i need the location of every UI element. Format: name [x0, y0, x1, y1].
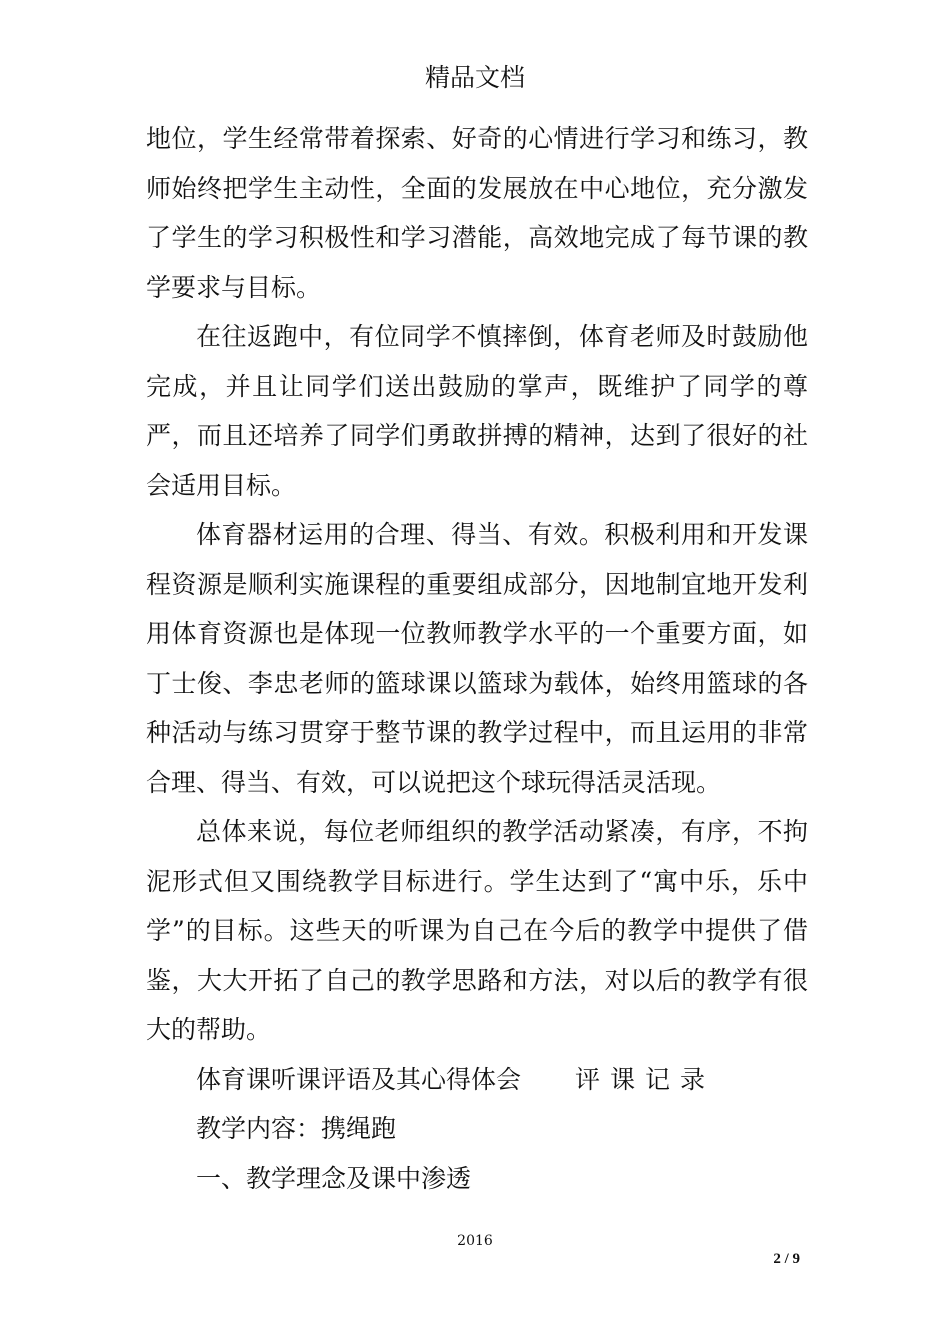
paragraph: 总体来说，每位老师组织的教学活动紧凑，有序，不拘泥形式但又围绕教学目标进行。学生达到了“寓中乐，乐中学”的目标。这些天的听课为自己在今后的教学中提供了借鉴，大大开拓了自己的教学思路和方法，对以后的教学有很大的帮助。 — [146, 817, 808, 1044]
footer-year: 2016 — [457, 1233, 493, 1249]
paragraph: 体育器材运用的合理、得当、有效。积极利用和开发课程资源是顺利实施课程的重要组成部分，因地制宜地开发利用体育资源也是体现一位教师教学水平的一个重要方面，如丁士俊、李忠老师的篮球课以篮球为载体，始终用篮球的各种活动与练习贯穿于整节课的教学过程中，而且运用的非常合理、得当、有效，可以说把这个球玩得活灵活现。 — [146, 520, 808, 797]
page-header: 精品文档 — [424, 63, 525, 92]
paragraph-continued: 地位，学生经常带着探索、好奇的心情进行学习和练习，教师始终把学生主动性，全面的发展放在中心地位，充分激发了学生的学习积极性和学习潜能，高效地完成了每节课的教学要求与目标。 — [146, 124, 808, 302]
section-title: 体育课听课评语及其心得体会 — [196, 1064, 522, 1094]
paragraph: 在往返跑中，有位同学不慎摔倒，体育老师及时鼓励他完成，并且让同学们送出鼓励的掌声，既维护了同学的尊严，而且还培养了同学们勇敢拼搏的精神，达到了很好的社会适用目标。 — [146, 322, 808, 500]
record-label: 评课记录 — [575, 1064, 716, 1094]
section-title-line — [146, 1055, 808, 1105]
heading-one: 一、教学理念及课中渗透 — [196, 1163, 472, 1193]
page-number: 2 / 9 — [773, 1251, 800, 1267]
document-body — [146, 114, 808, 1203]
content-line: 教学内容：携绳跑 — [196, 1114, 397, 1143]
